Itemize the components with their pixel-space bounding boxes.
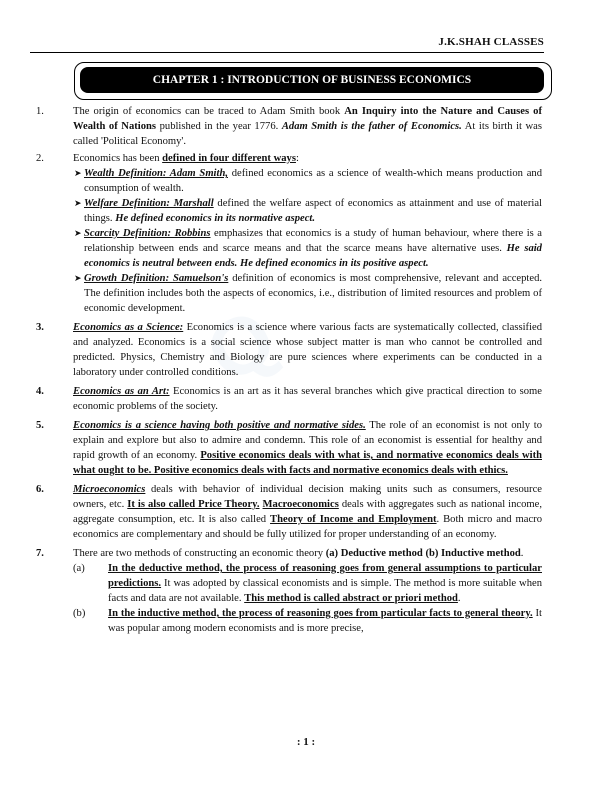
bullet-wealth [36,166,542,196]
bold-italic-text: Adam Smith is the father of Economics. [281,121,462,132]
text: It was adopted by classical economists and is simple. The method is more suitable when facts and data are not available. [108,578,542,604]
sub-label: (b) [73,608,86,619]
item-number: 1. [36,106,44,117]
arrow-bullet-icon: ➤ [74,273,82,283]
item-heading: Economics as an Art: [73,386,170,397]
list-item-4 [36,384,542,414]
list-item-1 [36,104,542,149]
bullet-growth [36,271,542,316]
text: . [520,548,524,559]
brand-header: J.K.SHAH CLASSES [438,36,544,48]
text: The origin of economics can be traced to Adam Smith book [73,106,345,117]
text: At its birth it was called 'Political Economy'. [73,121,542,147]
item-heading: Economics is a science having both positive and normative sides. [73,420,366,431]
sub-item-a [36,561,542,606]
item-number: 5. [36,420,44,431]
item-number: 3. [36,322,44,333]
text: defined economics as a science of wealth-which means production and consumption of wealth. [84,168,542,194]
arrow-bullet-icon: ➤ [74,198,82,208]
text: definition of economics is most comprehensive, relevant and accepted. The definition includes both the aspects of economics, i.e., distribution of limited resources and problem of economic development. [84,273,543,314]
item-number: 6. [36,484,44,495]
text: The role of an economist is not only to explain and explore but also to admire and condemn. This role of an economist is essential for healthy and rapid growth of an economy. [73,420,542,461]
bold-underline-text: This method is called abstract or priori method [244,593,458,604]
bold-underline-text: In the deductive method, the process of reasoning goes from general assumptions to particular predictions. [108,563,542,589]
text: : [295,153,299,164]
arrow-bullet-icon: ➤ [74,168,82,178]
bullet-scarcity [36,226,542,271]
text: Economics is a science where various facts are systematically collected, classified and analyzed. Economics is a social science whose subject matter is man who cannot be controlled and predicted. Physics, Chemistry and Biology are pure sciences where experiments can be conducted in a laboratory under controlled conditions. [73,322,542,378]
item-heading: Economics as a Science: [73,322,184,333]
bold-underline-text: It is also called Price Theory. [127,499,260,510]
text: . Both micro and macro economics are complementary and should be fully utilized for proper understanding of an economy. [73,514,542,540]
text: . [457,593,461,604]
bold-underline-text: Positive economics deals with what is, and normative economics deals with what ought to be. Positive economics deals with facts and normative economics deals with ethics. [73,450,542,476]
item-heading: Microeconomics [73,484,146,495]
bold-underline-text: Macroeconomics [262,499,339,510]
watermark: Q [189,291,292,400]
sub-item-b [36,606,542,636]
item-number: 2. [36,153,44,164]
list-item-5 [36,418,542,478]
bullet-welfare [36,196,542,226]
text: There are two methods of constructing an economic theory [73,548,326,559]
bullet-heading: Scarcity Definition: Robbins [84,228,211,239]
list-item-3 [36,320,542,380]
bold-italic-text: He defined economics in its normative aspect. [115,213,315,224]
bold-underline-text: In the inductive method, the process of reasoning goes from particular facts to general theory. [108,608,533,619]
bold-text: An Inquiry into the Nature and Causes of Wealth of Nations [73,106,542,132]
header-rule [30,52,544,53]
list-item-7 [36,546,542,561]
page-content [36,104,542,636]
list-item-6 [36,482,542,542]
bold-underline-text: Theory of Income and Employment [270,514,437,525]
bullet-heading: Growth Definition: Samuelson's [84,273,229,284]
arrow-bullet-icon: ➤ [74,228,82,238]
list-item-2 [36,151,542,166]
bold-text: (a) Deductive method (b) Inductive method [325,548,521,559]
page-number: : 1 : [296,736,316,748]
bullet-heading: Welfare Definition: Marshall [84,198,214,209]
text: Economics has been [73,153,163,164]
item-number: 4. [36,386,44,397]
bold-italic-text: He said economics is neutral between ends. He defined economics in its positive aspect. [84,243,542,269]
bullet-heading: Wealth Definition: Adam Smith, [84,168,228,179]
sub-label: (a) [73,563,85,574]
item-number: 7. [36,548,44,559]
text: defined the welfare aspect of economics as attainment and use of material things. [84,198,542,224]
text: published in the year 1776. [156,121,282,132]
text: It was popular among modern economists and is more precise, [108,608,542,634]
chapter-title: CHAPTER 1 : INTRODUCTION OF BUSINESS ECONOMICS [80,67,544,93]
text: deals with aggregates such as national income, aggregate consumption, etc. It is also called [73,499,542,525]
text: emphasizes that economics is a study of human behaviour, where there is a relationship between ends and scarce means and that the scarce means have alternative uses. [84,228,543,254]
text: deals with behavior of individual decision making units such as consumers, resource owners, etc. [73,484,542,510]
text: Economics is an art as it has several branches which give practical direction to some economic problems of the society. [73,386,542,412]
bold-underline-text: defined in four different ways [162,153,296,164]
